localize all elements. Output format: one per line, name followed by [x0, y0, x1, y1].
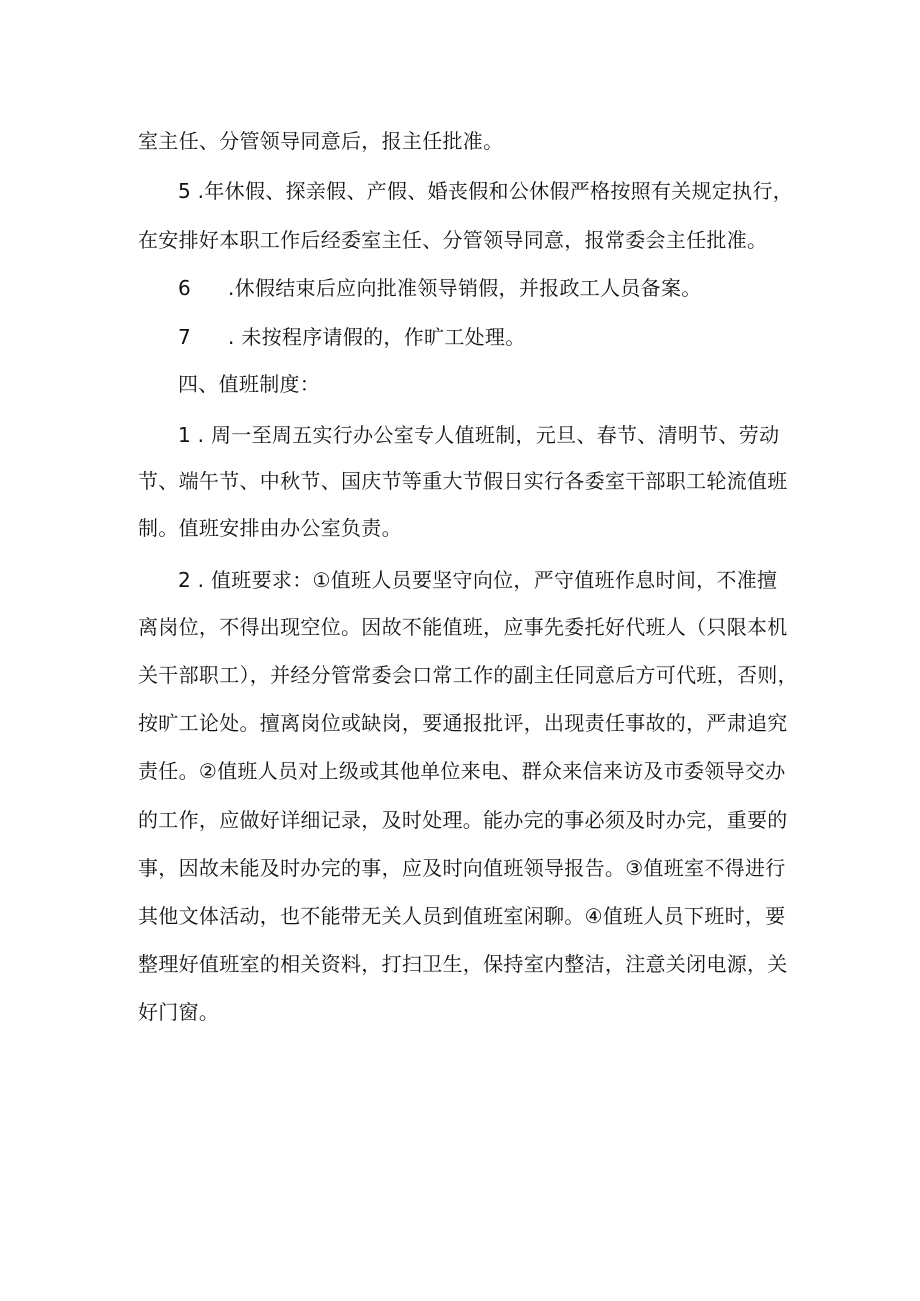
- text-line: 2 . 值班要求：①值班人员要坚守向位，严守值班作息时间，不准擅: [178, 568, 778, 592]
- item-text: . 未按程序请假的，作旷工处理。: [228, 325, 526, 349]
- item-number: 6: [178, 276, 192, 300]
- text-line: 的工作，应做好详细记录，及时处理。能办完的事必须及时办完，重要的: [138, 808, 788, 832]
- text-line: 5 .年休假、探亲假、产假、婚丧假和公休假严格按照有关规定执行，: [178, 179, 794, 203]
- text-line: 关干部职工），并经分管常委会口常工作的副主任同意后方可代班，否则，: [138, 663, 798, 687]
- list-item-7: [178, 317, 798, 357]
- text-line: 事，因故未能及时办完的事，应及时向值班领导报告。③值班室不得进行: [138, 856, 786, 880]
- section-heading: 四、值班制度：: [178, 372, 321, 396]
- text-line: 室主任、分管领导同意后，报主任批准。: [138, 129, 504, 153]
- text-line: 1 . 周一至周五实行办公室专人值班制，元旦、春节、清明节、劳动: [178, 423, 780, 447]
- text-line: 离岗位，不得出现空位。因故不能值班，应事先委托好代班人（只限本机: [138, 615, 788, 639]
- text-line: 其他文体活动，也不能带无关人员到值班室闲聊。④值班人员下班时，要: [138, 904, 786, 928]
- text-line: 好门窗。: [138, 1000, 220, 1024]
- item-number: 7: [178, 325, 192, 349]
- item-text: .休假结束后应向批准领导销假，并报政工人员备案。: [228, 276, 702, 300]
- list-item-6: [178, 268, 798, 308]
- text-line: 在安排好本职工作后经委室主任、分管领导同意，报常委会主任批准。: [138, 228, 768, 252]
- text-line: 节、端午节、中秋节、国庆节等重大节假日实行各委室干部职工轮流值班: [138, 469, 788, 493]
- text-line: 整理好值班室的相关资料，打扫卫生，保持室内整洁，注意关闭电源，关: [138, 952, 788, 976]
- text-line: 按旷工论处。擅离岗位或缺岗，要通报批评，出现责任事故的，严肃追究: [138, 711, 788, 735]
- text-line: 制。值班安排由办公室负责。: [138, 516, 402, 540]
- text-line: 责任。②值班人员对上级或其他单位来电、群众来信来访及市委领导交办: [138, 759, 786, 783]
